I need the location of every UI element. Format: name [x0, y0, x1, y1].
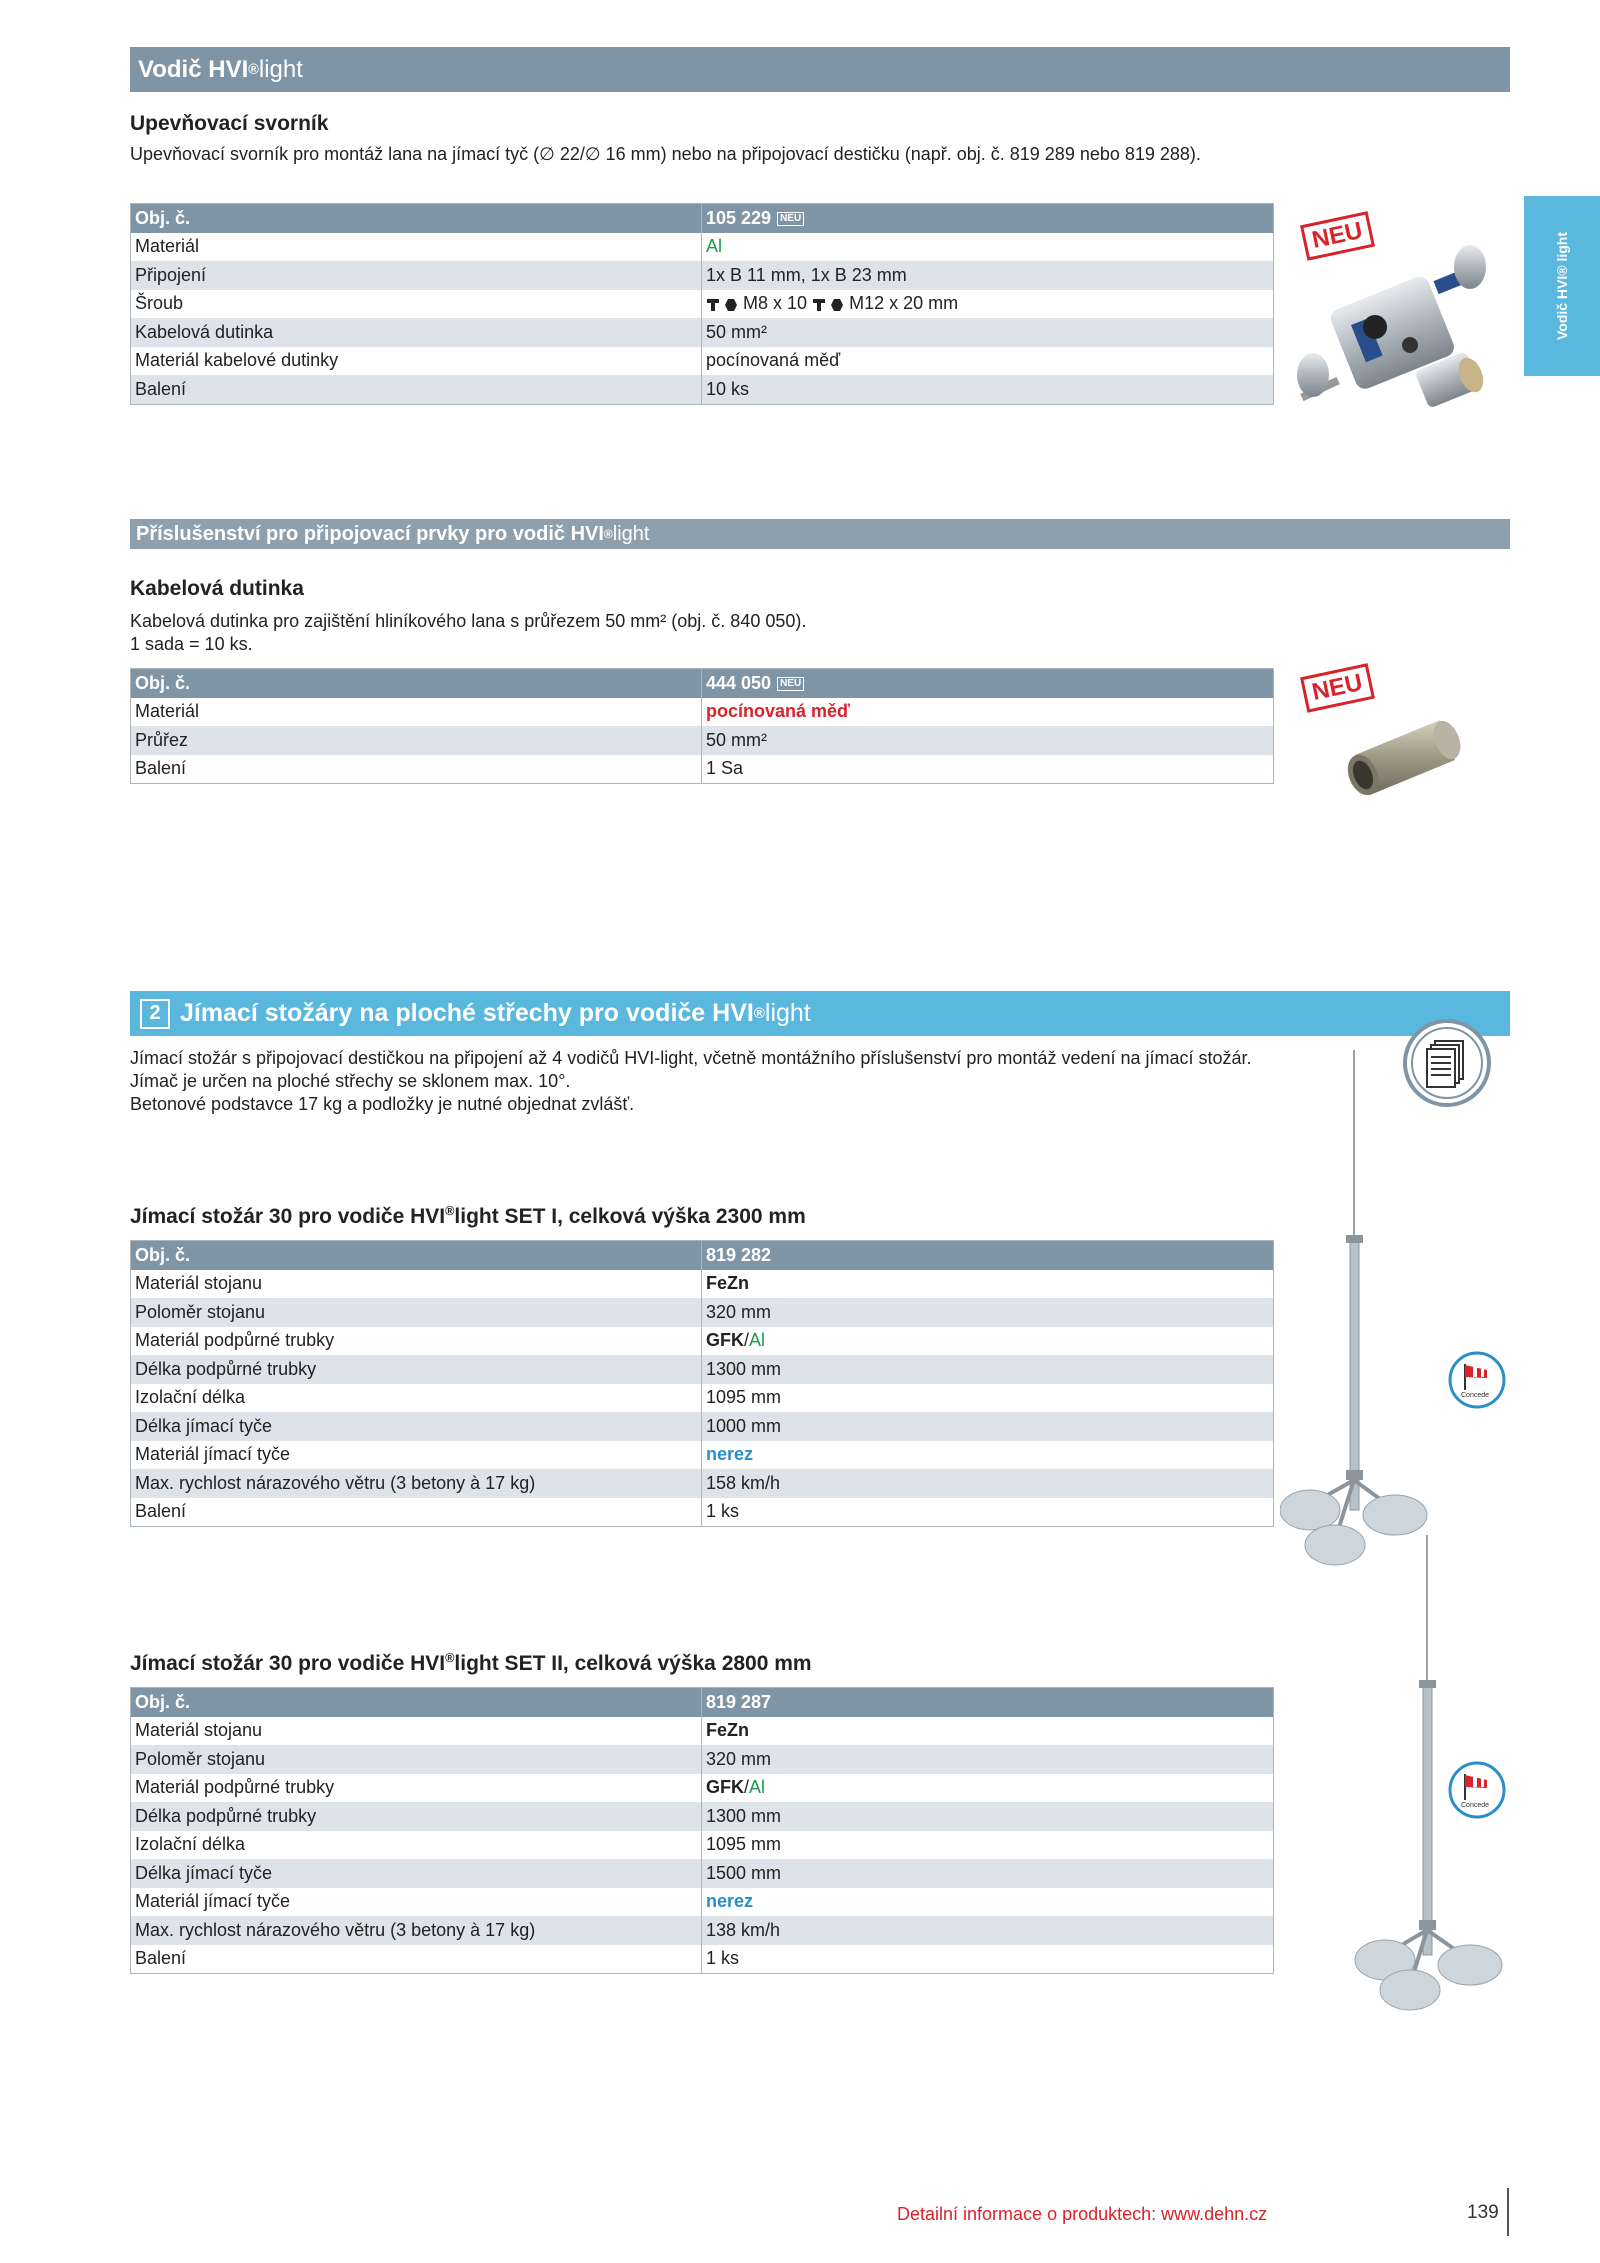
accessories-header [130, 519, 1510, 549]
registered-mark: ® [603, 527, 613, 541]
table-cell-value: FeZn [706, 1720, 749, 1741]
spec-table-444050 [130, 668, 1274, 784]
table-cell-value [702, 204, 1274, 233]
table-cell-label: Materiál [131, 233, 702, 262]
registered-mark: ® [445, 1204, 455, 1218]
table-cell-label: Materiál stojanu [131, 1270, 702, 1299]
table-cell-label: Obj. č. [131, 669, 702, 698]
table-cell-value: 50 mm² [702, 318, 1274, 347]
table-row [131, 204, 1274, 233]
title-text: Jímací stožár 30 pro vodiče HVI [130, 1205, 446, 1228]
table-cell-label: Balení [131, 755, 702, 784]
table-cell-label: Poloměr stojanu [131, 1298, 702, 1327]
table-row [131, 261, 1274, 290]
table-cell-label: Kabelová dutinka [131, 318, 702, 347]
section-description: Betonové podstavce 17 kg a podložky je nutné objednat zvlášť. [130, 1094, 635, 1114]
product-title-set-2 [130, 1651, 812, 1676]
table-cell-value [702, 1327, 1274, 1356]
table-cell-value: 158 km/h [702, 1469, 1274, 1498]
header-title: Jímací stožáry na ploché střechy pro vodiče HVI [180, 999, 754, 1027]
table-cell-value [702, 669, 1274, 698]
table-cell-label: Poloměr stojanu [131, 1745, 702, 1774]
table-cell-value: pocínovaná měď [706, 701, 850, 722]
order-number: 105 229 [706, 207, 772, 228]
table-cell-value: 320 mm [702, 1298, 1274, 1327]
material-separator: / [744, 1777, 750, 1798]
section-description: 1 sada = 10 ks. [130, 634, 253, 654]
cable-ferrule-image [1335, 705, 1465, 805]
screw-head-icon [706, 298, 738, 312]
table-cell-label: Délka podpůrné trubky [131, 1802, 702, 1831]
table-row [131, 1802, 1274, 1831]
table-cell-label: Materiál stojanu [131, 1717, 702, 1746]
table-cell-value: 1 ks [706, 1501, 740, 1522]
title-text: Jímací stožár 30 pro vodiče HVI [130, 1652, 446, 1675]
table-cell-value: nerez [706, 1444, 754, 1465]
table-cell-label: Obj. č. [131, 1241, 702, 1270]
material-al: Al [749, 1330, 766, 1351]
table-row [131, 1241, 1274, 1270]
table-row [131, 669, 1274, 698]
header-title-suffix: light [612, 522, 650, 545]
header-title-suffix: light [764, 999, 811, 1027]
table-cell-value [702, 1774, 1274, 1803]
table-cell-label: Balení [131, 1945, 702, 1974]
table-row [131, 1916, 1274, 1945]
new-badge: NEU [1300, 211, 1375, 260]
table-cell-value: 10 ks [702, 375, 1274, 404]
table-cell-value: 50 mm² [702, 726, 1274, 755]
table-cell-label: Max. rychlost nárazového větru (3 betony à 17 kg) [131, 1916, 702, 1945]
table-cell-value: 1300 mm [702, 1355, 1274, 1384]
section-title: Upevňovací svorník [130, 112, 329, 135]
table-cell-value: pocínovaná měď [706, 350, 841, 371]
table-row [131, 290, 1274, 319]
table-row [131, 1774, 1274, 1803]
new-tag: NEU [777, 677, 804, 691]
table-cell-label: Délka jímací tyče [131, 1412, 702, 1441]
page-section-header [130, 47, 1510, 92]
table-row [131, 375, 1274, 404]
windsock-icon [1447, 1350, 1507, 1410]
table-cell-value: 1000 mm [702, 1412, 1274, 1441]
table-cell-value: 1500 mm [702, 1859, 1274, 1888]
material-separator: / [744, 1330, 750, 1351]
section-description: Kabelová dutinka pro zajištění hliníkového lana s průřezem 50 mm² (obj. č. 840 050). [130, 611, 807, 631]
table-cell-value: 1300 mm [702, 1802, 1274, 1831]
table-row [131, 1327, 1274, 1356]
windsock-icon [1447, 1760, 1507, 1820]
badge-label: Concede [1461, 1392, 1490, 1399]
screw-size-2: M12 x 20 mm [849, 293, 959, 314]
table-row [131, 698, 1274, 727]
table-cell-label: Materiál kabelové dutinky [131, 347, 702, 376]
table-cell-value: nerez [706, 1891, 754, 1912]
table-cell-value: 1 ks [706, 1948, 740, 1969]
product-title-set-1 [130, 1204, 806, 1229]
table-cell-label: Délka podpůrné trubky [131, 1355, 702, 1384]
table-cell-label: Max. rychlost nárazového větru (3 betony à 17 kg) [131, 1469, 702, 1498]
table-cell-label: Izolační délka [131, 1831, 702, 1860]
table-row [131, 1355, 1274, 1384]
table-row [131, 233, 1274, 262]
table-cell-label: Materiál podpůrné trubky [131, 1774, 702, 1803]
title-text-suffix: light SET II, celková výška 2800 mm [454, 1652, 812, 1675]
clamp-product-image [1285, 235, 1500, 415]
table-row [131, 1498, 1274, 1527]
section-title: Kabelová dutinka [130, 577, 304, 600]
header-title-suffix: light [258, 55, 303, 83]
section-description: Jímač je určen na ploché střechy se sklonem max. 10°. [130, 1071, 571, 1091]
table-cell-label: Šroub [131, 290, 702, 319]
table-cell-label: Balení [131, 1498, 702, 1527]
material-gfk: GFK [706, 1777, 744, 1798]
side-tab-label: Vodič HVI® light [1554, 231, 1570, 341]
mast-set-1-image [1280, 1050, 1450, 1580]
new-tag: NEU [777, 212, 804, 226]
badge-label: Concede [1461, 1802, 1490, 1809]
table-cell-value: 819 282 [702, 1241, 1274, 1270]
material-gfk: GFK [706, 1330, 744, 1351]
registered-mark: ® [753, 1005, 765, 1022]
new-badge: NEU [1300, 663, 1375, 712]
table-row [131, 1945, 1274, 1974]
table-row [131, 1469, 1274, 1498]
table-cell-label: Materiál [131, 698, 702, 727]
table-row [131, 1384, 1274, 1413]
spec-table-819282 [130, 1240, 1274, 1527]
table-cell-label: Balení [131, 375, 702, 404]
spec-table-819287 [130, 1687, 1274, 1974]
header-title: Vodič HVI [138, 55, 249, 83]
table-cell-label: Obj. č. [131, 1688, 702, 1717]
air-termination-masts-header [130, 991, 1510, 1036]
table-cell-value: Al [706, 236, 723, 257]
table-cell-value: 320 mm [702, 1745, 1274, 1774]
table-cell-value: 1 Sa [706, 758, 744, 779]
table-cell-value: 1095 mm [706, 1834, 782, 1855]
wind-resistance-badge [1447, 1350, 1507, 1410]
order-number: 444 050 [706, 672, 772, 693]
table-row [131, 347, 1274, 376]
table-row [131, 318, 1274, 347]
table-row [131, 1745, 1274, 1774]
table-cell-value: 819 287 [702, 1688, 1274, 1717]
table-row [131, 726, 1274, 755]
table-row [131, 1831, 1274, 1860]
page-number-divider [1507, 2188, 1509, 2236]
table-row [131, 1717, 1274, 1746]
table-cell-value: 138 km/h [702, 1916, 1274, 1945]
table-row [131, 1298, 1274, 1327]
section-description: Jímací stožár s připojovací destičkou na připojení až 4 vodičů HVI-light, včetně montážního příslušenství pro montáž vedení na jímací stožár. [130, 1048, 1252, 1068]
table-cell-label: Izolační délka [131, 1384, 702, 1413]
table-row [131, 1859, 1274, 1888]
page-number: 139 [1467, 2202, 1499, 2223]
table-cell-label: Průřez [131, 726, 702, 755]
table-row [131, 1888, 1274, 1917]
table-cell-label: Materiál jímací tyče [131, 1441, 702, 1470]
table-cell-label: Připojení [131, 261, 702, 290]
table-cell-value [702, 290, 1274, 319]
table-cell-value: 1x B 11 mm, 1x B 23 mm [702, 261, 1274, 290]
table-cell-label: Materiál jímací tyče [131, 1888, 702, 1917]
header-title: Příslušenství pro připojovací prvky pro vodič HVI [136, 522, 604, 545]
table-row [131, 1441, 1274, 1470]
material-al: Al [749, 1777, 766, 1798]
chapter-number: 2 [140, 999, 170, 1029]
registered-mark: ® [248, 61, 259, 78]
title-text-suffix: light SET I, celková výška 2300 mm [454, 1205, 806, 1228]
screw-size-1: M8 x 10 [743, 293, 808, 314]
table-cell-label: Materiál podpůrné trubky [131, 1327, 702, 1356]
table-cell-label: Délka jímací tyče [131, 1859, 702, 1888]
table-row [131, 755, 1274, 784]
table-cell-value: FeZn [706, 1273, 749, 1294]
spec-table-105229 [130, 203, 1274, 405]
screw-head-icon [812, 298, 844, 312]
table-row [131, 1270, 1274, 1299]
wind-resistance-badge [1447, 1760, 1507, 1820]
footer-link[interactable]: Detailní informace o produktech: www.dehn.cz [897, 2204, 1268, 2224]
section-description: Upevňovací svorník pro montáž lana na jímací tyč (∅ 22/∅ 16 mm) nebo na připojovací destičku (např. obj. č. 819 289 nebo 819 288). [130, 144, 1201, 164]
table-cell-value: 1095 mm [706, 1387, 782, 1408]
table-row [131, 1688, 1274, 1717]
registered-mark: ® [445, 1651, 455, 1665]
side-chapter-tab[interactable] [1524, 196, 1600, 376]
table-row [131, 1412, 1274, 1441]
table-cell-label: Obj. č. [131, 204, 702, 233]
